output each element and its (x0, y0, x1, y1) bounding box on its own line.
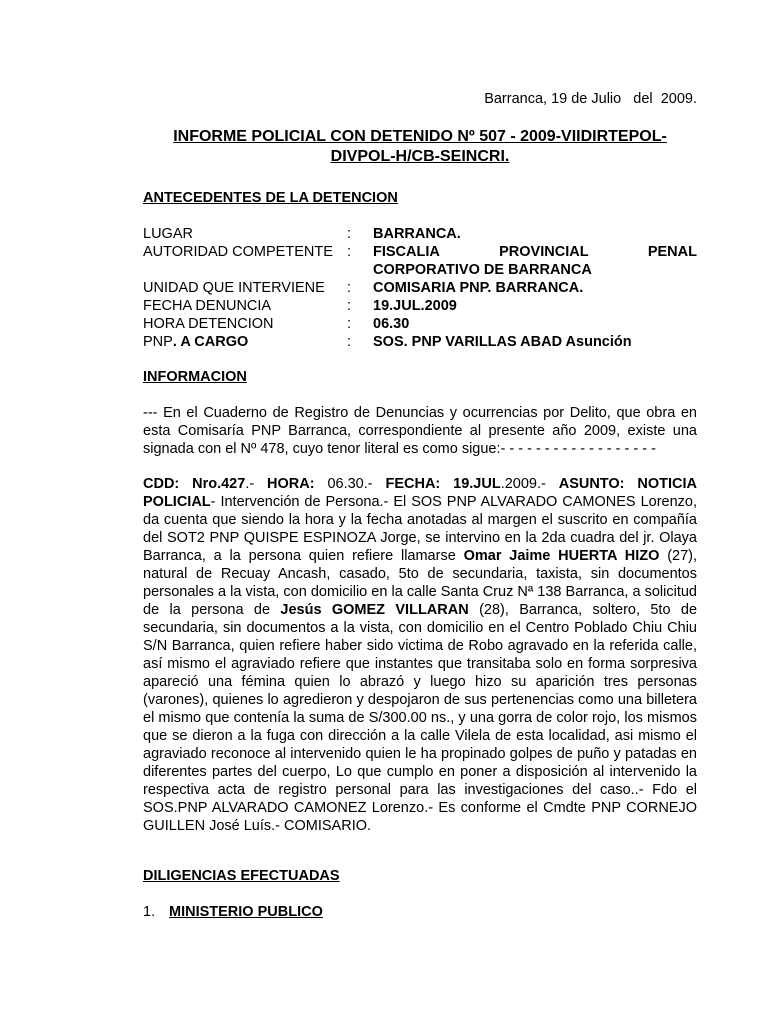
info-colon: : (347, 298, 352, 314)
list-number: 1. (143, 904, 156, 920)
info-row-lugar (143, 225, 697, 243)
asunto-label: ASUNTO: NOTICIA POLICIAL (143, 476, 697, 510)
info-row-unidad (143, 279, 697, 297)
report-title (143, 127, 697, 167)
document-date: Barranca, 19 de Julio del 2009. (484, 91, 697, 107)
info-value: 06.30 (373, 316, 410, 332)
label-bold: . A CARGO (172, 334, 249, 350)
info-label: HORA DETENCION (143, 316, 274, 332)
info-label: FECHA DENUNCIA (143, 298, 272, 314)
info-colon: : (347, 244, 352, 260)
hora-label: HORA: (267, 476, 315, 492)
info-label: UNIDAD QUE INTERVIENE (143, 280, 325, 296)
info-row-hora (143, 315, 697, 333)
text-run: .- (245, 476, 268, 492)
info-value: 19.JUL.2009 (373, 298, 457, 314)
value-word: PENAL (647, 244, 697, 260)
info-value: SOS. PNP VARILLAS ABAD Asunción (373, 334, 632, 350)
value-word: FISCALIA (373, 244, 440, 260)
info-value-line2: CORPORATIVO DE BARRANCA (373, 262, 592, 278)
info-row-pnp-cargo (143, 333, 697, 351)
report-title-line2: DIVPOL-H/CB-SEINCRI. (330, 148, 510, 165)
text-run: (28), Barranca, soltero, 5to de secundaria, sin documentos a la vista, con domicilio en el Centro Poblado Chiu Chiu S/N Barranca, quien refiere haber sido victima de Robo agravado en la referida calle, así mismo el agraviado refiere que instantes que transitaba solo en forma sorpresiva apareció una fémina quien lo abrazó y luego hizo su aparición tres personas (varones), quienes lo agredieron y despojaron de sus pertenencias como una billetera el mismo que contenía la suma de S/300.00 ns., y una gorra de color rojo, los mismos que se dieron a la fuga con dirección a la calle Vilela de esta localidad, asi mismo el agraviado reconoce al intervenido quien le ha propinado golpes de puño y patadas en diferentes partes del cuerpo, Lo que cumplo en poner a disposición al intervenido la respectiva acta de registro personal para las investigaciones del caso..- Fdo el SOS.PNP ALVARADO CAMONEZ Lorenzo.- Es conforme el Cmdte PNP CORNEJO GUILLEN José Luís.- COMISARIO. (143, 602, 698, 834)
info-value (373, 243, 697, 279)
list-item-ministerio (143, 904, 323, 920)
value-word: PROVINCIAL (499, 244, 589, 260)
fecha-label: FECHA: 19.JUL (385, 476, 501, 492)
antecedentes-table (143, 225, 697, 351)
cdd-number: CDD: Nro.427 (143, 476, 246, 492)
informacion-heading: INFORMACION (143, 369, 247, 385)
info-row-fecha (143, 297, 697, 315)
info-colon: : (347, 316, 352, 332)
text-run: (27), natural de Recuay Ancash, casado, 5to de secundaria, taxista, sin documentos personales a la vista, con domicilio en la calle Santa Cruz Nª 138 Barranca, a solicitud de la persona de (143, 548, 698, 618)
text-run: - Intervención de Persona.- El SOS PNP ALVARADO CAMONES Lorenzo, da cuenta que siendo la hora y la fecha anotadas al margen el suscrito en compañía del SOT2 PNP QUISPE ESPINOZA Jorge, se intervino en la 2da cuadra del jr. Olaya Barranca, a la persona quien refiere llamarse (143, 494, 697, 564)
diligencias-heading: DILIGENCIAS EFECTUADAS (143, 868, 340, 884)
victim-name: Jesús GOMEZ VILLARAN (280, 602, 469, 618)
info-colon: : (347, 334, 352, 350)
info-row-autoridad (143, 243, 697, 279)
info-value: COMISARIA PNP. BARRANCA. (373, 280, 584, 296)
info-value-line1 (373, 243, 697, 261)
detainee-name: Omar Jaime HUERTA HIZO (463, 548, 660, 564)
antecedentes-heading: ANTECEDENTES DE LA DETENCION (143, 190, 398, 206)
info-colon: : (347, 280, 352, 296)
info-label (143, 333, 347, 351)
info-colon: : (347, 226, 352, 242)
list-text: MINISTERIO PUBLICO (169, 904, 323, 920)
text-run: .2009.- (500, 476, 559, 492)
cdd-paragraph (143, 475, 697, 835)
text-run: 06.30.- (314, 476, 386, 492)
label-prefix: PNP (143, 334, 173, 350)
info-label: AUTORIDAD COMPETENTE (143, 244, 333, 260)
info-label: LUGAR (143, 226, 193, 242)
informacion-intro: --- En el Cuaderno de Registro de Denuncias y ocurrencias por Delito, que obra en esta Comisaría PNP Barranca, correspondiente al presente año 2009, existe una signada con el Nº 478, cuyo tenor literal es como sigue:- - - - - - - - - - - - - - - - - - (143, 405, 697, 457)
info-value: BARRANCA. (373, 226, 461, 242)
report-title-line1: INFORME POLICIAL CON DETENIDO Nº 507 - 2009-VIIDIRTEPOL- (173, 128, 667, 145)
